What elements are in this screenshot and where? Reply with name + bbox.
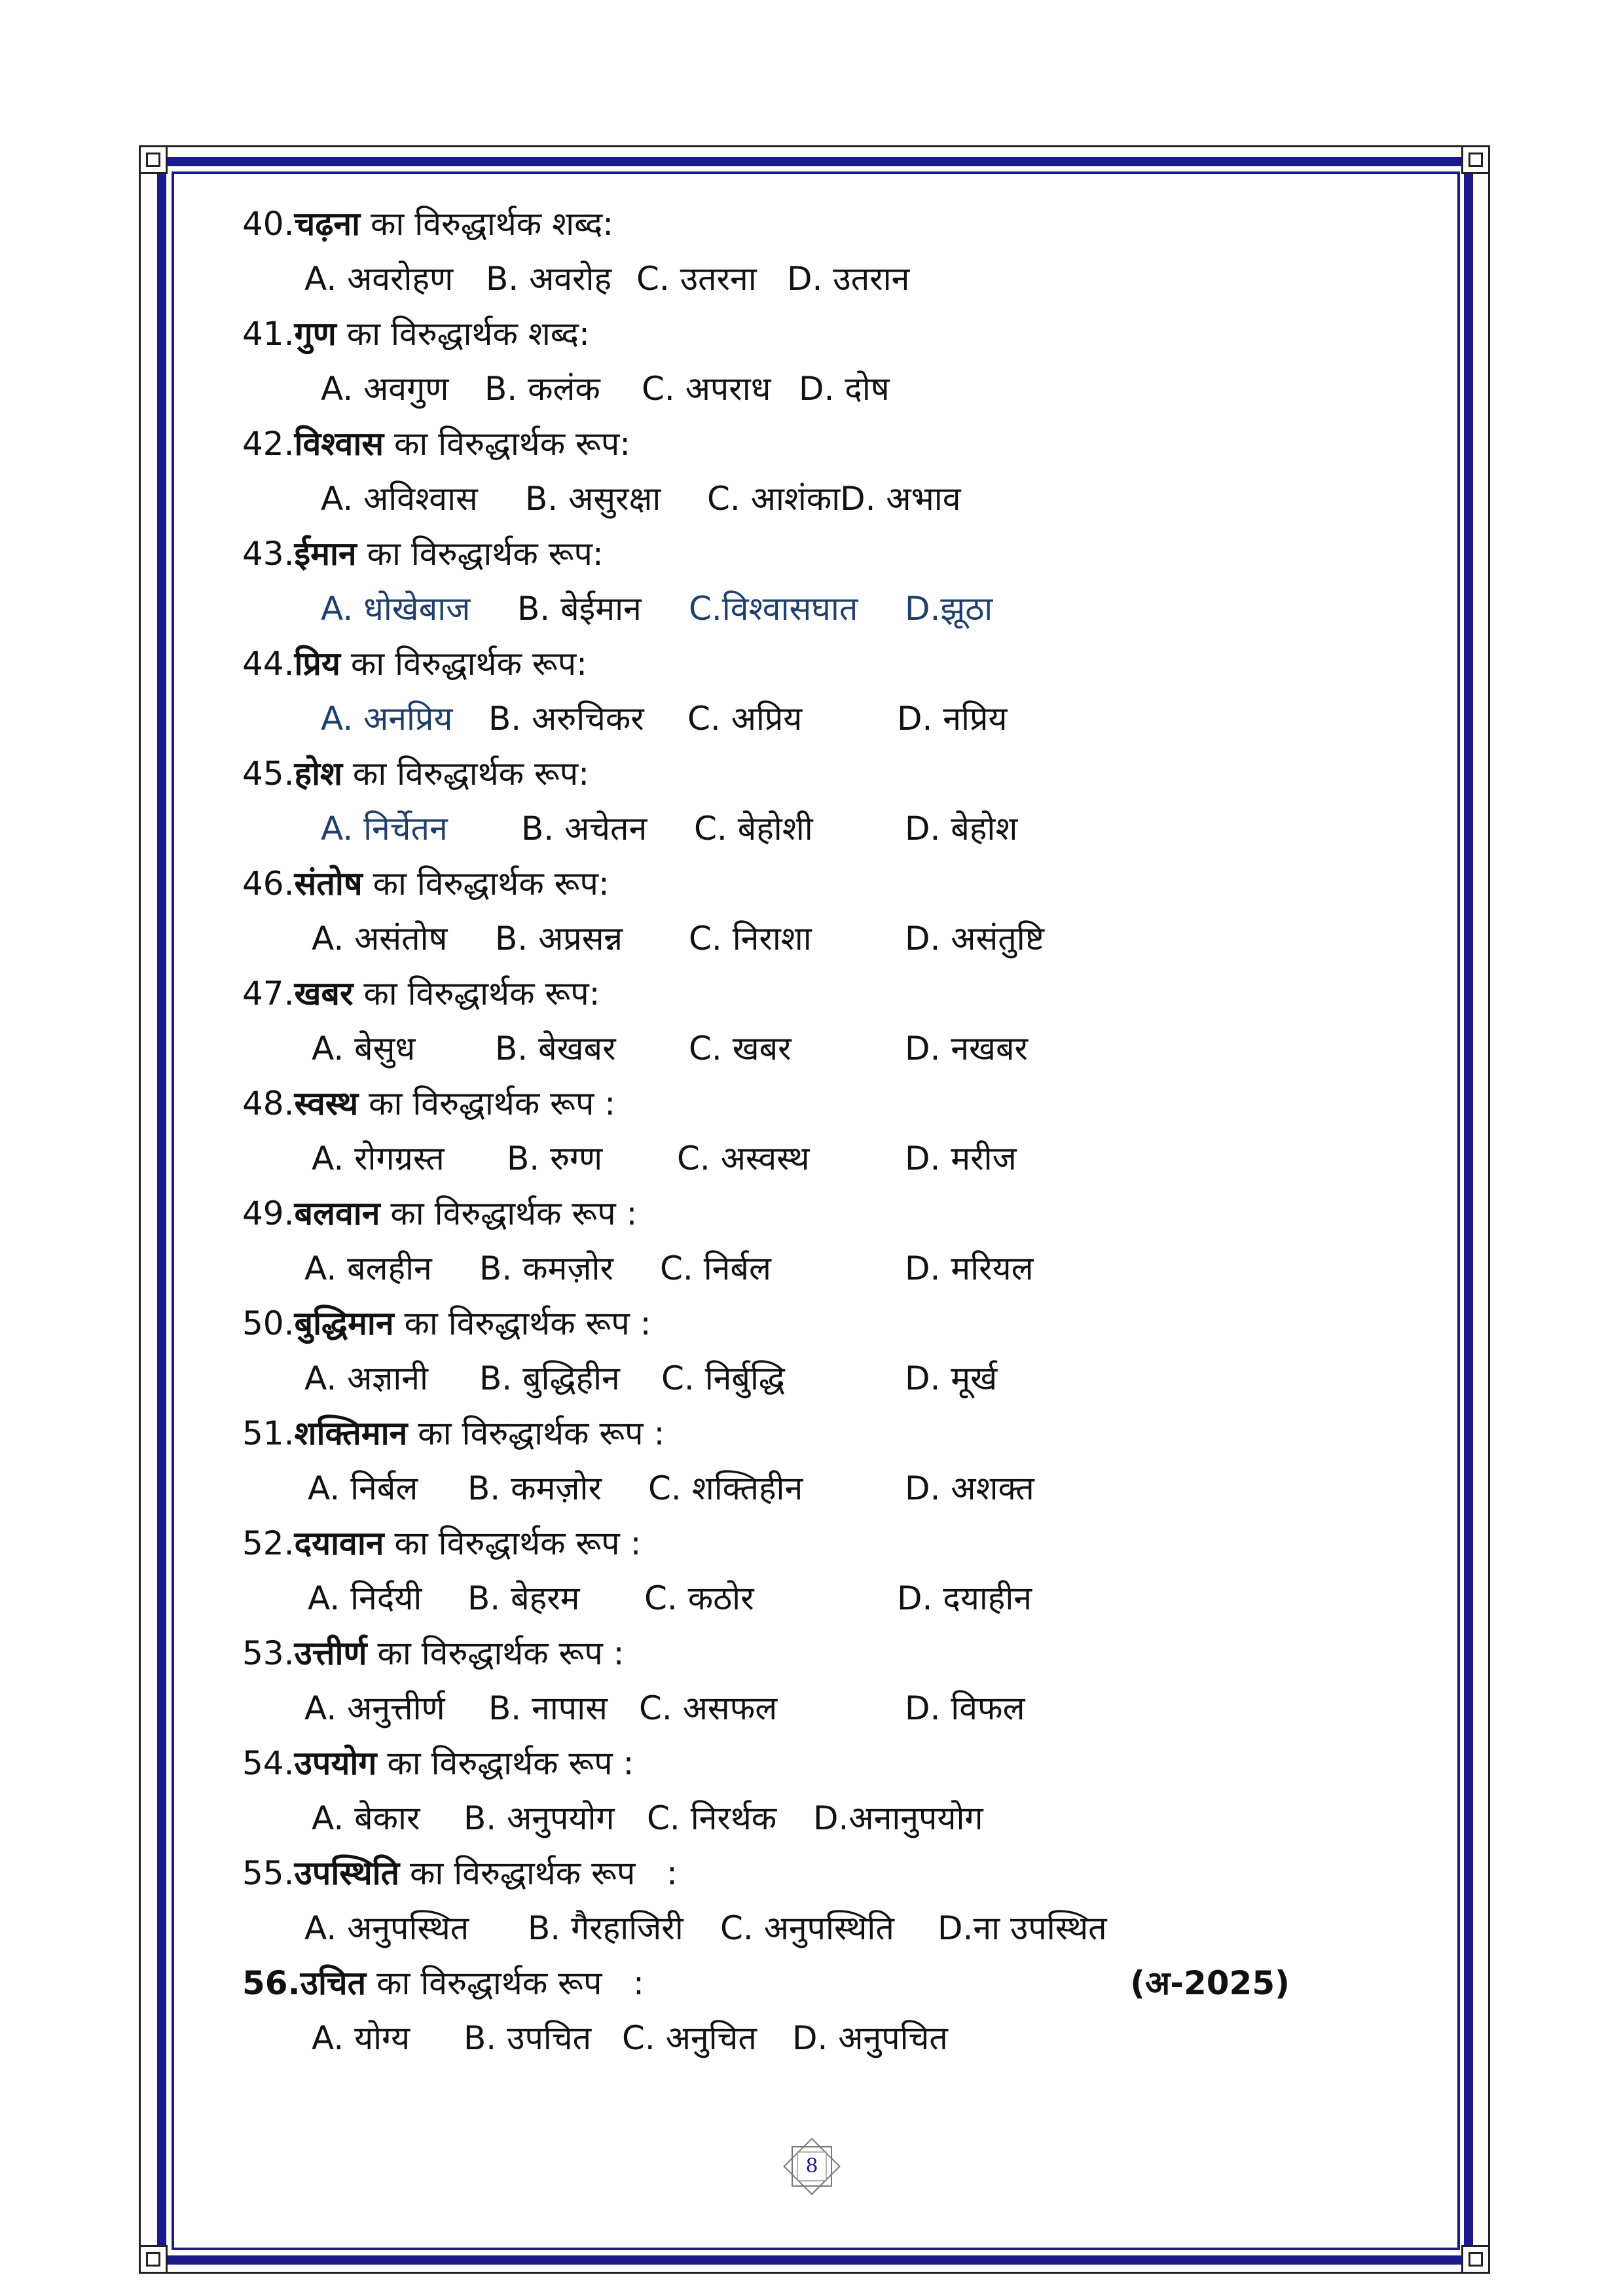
option-c: C. निराशा <box>689 920 812 958</box>
options-line <box>242 801 1309 856</box>
option-a: A. रोगग्रस्त <box>312 1139 445 1177</box>
question-number: 55. <box>242 1854 295 1892</box>
question-number: 52. <box>242 1524 295 1562</box>
options-line <box>242 581 1309 636</box>
option-d: D. नप्रिय <box>897 700 1008 738</box>
question-line <box>242 196 1309 251</box>
question-number: 40. <box>242 205 295 243</box>
question-text: का विरुद्धार्थक रूप: <box>362 865 610 903</box>
question-line <box>242 306 1309 361</box>
question-text: का विरुद्धार्थक रूप : <box>358 1085 616 1122</box>
option-a: A. अवगुण <box>321 370 449 408</box>
option-b: B. बेईमान <box>517 590 642 628</box>
border-corner-bottom-left <box>139 2245 168 2274</box>
option-c: C. अनुचित <box>622 2019 757 2057</box>
option-a: A. निर्दयी <box>308 1579 422 1617</box>
question-keyword: विश्वास <box>294 425 384 463</box>
option-a: A. बेकार <box>312 1799 420 1837</box>
option-c: C. अनुपस्थिति <box>720 1909 894 1947</box>
option-b: B. अप्रसन्न <box>495 920 623 958</box>
option-a: A. बलहीन <box>304 1249 432 1287</box>
question-keyword: उपयोग <box>294 1744 377 1782</box>
option-b: B. अनुपयोग <box>464 1799 615 1837</box>
question-line <box>242 746 1309 801</box>
options-line <box>242 1241 1309 1296</box>
question-keyword: बुद्धिमान <box>294 1304 394 1342</box>
option-d: D. अशक्त <box>905 1469 1034 1507</box>
question-number: 41. <box>242 315 295 353</box>
question-list <box>242 196 1309 2066</box>
question-number: 51. <box>242 1414 295 1452</box>
option-d: D. नखबर <box>905 1030 1028 1067</box>
option-a: A. अविश्वास <box>321 480 478 518</box>
option-c: C. अस्वस्थ <box>677 1139 810 1177</box>
question-line <box>242 1626 1309 1681</box>
option-d: D. दोष <box>799 370 890 408</box>
question-line <box>242 416 1309 471</box>
question-keyword: दयावान <box>294 1524 384 1562</box>
exam-year-tag: (अ-2025) <box>1130 1964 1290 2002</box>
option-b: B. असुरक्षा <box>525 480 661 518</box>
option-d: D. मूर्ख <box>905 1359 998 1397</box>
option-a: A. अज्ञानी <box>304 1359 429 1397</box>
option-d: D.झूठा <box>905 590 993 628</box>
question-keyword: गुण <box>294 315 337 353</box>
question-text: का विरुद्धार्थक रूप: <box>342 755 590 793</box>
option-d: D. उतरान <box>787 260 910 298</box>
option-a: A. असंतोष <box>312 920 448 958</box>
question-keyword: संतोष <box>294 865 363 903</box>
question-number: 42. <box>242 425 295 463</box>
option-b: B. अचेतन <box>521 810 647 848</box>
question-number: 48. <box>242 1085 295 1122</box>
option-c: C. निर्बुद्धि <box>661 1359 785 1397</box>
question-keyword: स्वस्थ <box>294 1085 359 1122</box>
options-line <box>242 1901 1309 1956</box>
option-a: A. निर्चेतन <box>321 810 448 848</box>
question-number: 43. <box>242 535 295 573</box>
options-line <box>242 1681 1309 1736</box>
option-d: D. मरीज <box>905 1139 1017 1177</box>
question-keyword: उत्तीर्ण <box>294 1634 367 1672</box>
question-keyword: खबर <box>294 975 354 1013</box>
question-text: का विरुद्धार्थक शब्द: <box>360 205 614 243</box>
option-d: D. मरियल <box>905 1249 1034 1287</box>
option-d: D.अनानुपयोग <box>813 1799 983 1837</box>
question-keyword: उचित <box>300 1964 367 2002</box>
options-line <box>242 1791 1309 1846</box>
option-c: C. शक्तिहीन <box>648 1469 803 1507</box>
question-text: का विरुद्धार्थक शब्द: <box>336 315 590 353</box>
question-number: 46. <box>242 865 295 903</box>
option-b: B. बेखबर <box>495 1030 616 1067</box>
question-line <box>242 856 1309 911</box>
question-text: का विरुद्धार्थक रूप : <box>376 1744 634 1782</box>
option-a: A. अनुत्तीर्ण <box>304 1689 445 1727</box>
options-line <box>242 1131 1309 1186</box>
option-c: C. आशंकाD. अभाव <box>707 480 961 518</box>
option-d: D. दयाहीन <box>897 1579 1032 1617</box>
question-line <box>242 636 1309 691</box>
option-b: B. बेहरम <box>467 1579 580 1617</box>
options-line <box>242 471 1309 526</box>
question-line <box>242 1296 1309 1351</box>
question-line <box>242 966 1309 1021</box>
page-number: 8 <box>805 2155 818 2178</box>
options-line <box>242 1021 1309 1076</box>
question-text: का विरुद्धार्थक रूप: <box>384 425 631 463</box>
option-c: C. उतरना <box>636 260 757 298</box>
question-text: का विरुद्धार्थक रूप : <box>366 1964 644 2002</box>
option-b: B. गैरहाजिरी <box>528 1909 684 1947</box>
option-d: D. असंतुष्टि <box>905 920 1044 958</box>
question-line <box>242 1406 1309 1461</box>
option-b: B. अवरोह <box>486 260 612 298</box>
border-corner-top-right <box>1461 145 1490 174</box>
option-a: A. बेसुध <box>312 1030 416 1067</box>
option-a: A. निर्बल <box>308 1469 418 1507</box>
options-line <box>242 1461 1309 1516</box>
option-b: B. अरुचिकर <box>488 700 644 738</box>
option-c: C. बेहोशी <box>694 810 813 848</box>
option-b: B. रुग्ण <box>507 1139 603 1177</box>
option-d: D. विफल <box>905 1689 1025 1727</box>
option-b: B. बुद्धिहीन <box>479 1359 620 1397</box>
question-text: का विरुद्धार्थक रूप: <box>340 645 587 683</box>
option-d: D. बेहोश <box>905 810 1018 848</box>
question-text: का विरुद्धार्थक रूप : <box>407 1414 665 1452</box>
question-number: 50. <box>242 1304 295 1342</box>
option-b: B. नापास <box>488 1689 608 1727</box>
option-b: B. कमज़ोर <box>467 1469 602 1507</box>
options-line <box>242 1571 1309 1626</box>
question-text: का विरुद्धार्थक रूप: <box>356 535 604 573</box>
question-line <box>242 1186 1309 1241</box>
option-c: C. अप्रिय <box>687 700 803 738</box>
question-text: का विरुद्धार्थक रूप : <box>380 1194 638 1232</box>
question-number: 56. <box>242 1964 301 2002</box>
option-b: B. उपचित <box>464 2019 592 2057</box>
question-keyword: उपस्थिति <box>294 1854 400 1892</box>
question-keyword: होश <box>294 755 343 793</box>
options-line <box>242 361 1309 416</box>
options-line <box>242 2011 1309 2066</box>
option-c: C. अपराध <box>642 370 771 408</box>
border-corner-top-left <box>139 145 168 174</box>
border-corner-bottom-right <box>1461 2245 1490 2274</box>
question-number: 45. <box>242 755 295 793</box>
option-d: D.ना उपस्थित <box>938 1909 1107 1947</box>
option-c: C.विश्वासघात <box>689 590 858 628</box>
question-number: 53. <box>242 1634 295 1672</box>
question-text: का विरुद्धार्थक रूप : <box>393 1304 651 1342</box>
question-line <box>242 1076 1309 1131</box>
option-d: D. अनुपचित <box>792 2019 948 2057</box>
option-c: C. कठोर <box>644 1579 754 1617</box>
question-line <box>242 1736 1309 1791</box>
option-a: A. अवरोहण <box>304 260 454 298</box>
question-line <box>242 1516 1309 1571</box>
option-a: A. अनप्रिय <box>321 700 453 738</box>
question-text: का विरुद्धार्थक रूप : <box>367 1634 625 1672</box>
question-keyword: प्रिय <box>294 645 340 683</box>
question-keyword: ईमान <box>294 535 357 573</box>
option-c: C. खबर <box>689 1030 792 1067</box>
options-line <box>242 691 1309 746</box>
option-c: C. निरर्थक <box>647 1799 777 1837</box>
question-keyword: बलवान <box>294 1194 380 1232</box>
question-number: 44. <box>242 645 295 683</box>
option-a: A. धोखेबाज <box>321 590 471 628</box>
question-text: का विरुद्धार्थक रूप: <box>353 975 600 1013</box>
question-line <box>242 526 1309 581</box>
question-number: 54. <box>242 1744 295 1782</box>
option-c: C. असफल <box>639 1689 778 1727</box>
question-text: का विरुद्धार्थक रूप : <box>384 1524 642 1562</box>
option-c: C. निर्बल <box>660 1249 771 1287</box>
options-line <box>242 1351 1309 1406</box>
option-a: A. योग्य <box>312 2019 410 2057</box>
question-number: 47. <box>242 975 295 1013</box>
question-keyword: शक्तिमान <box>294 1414 408 1452</box>
options-line <box>242 251 1309 306</box>
question-number: 49. <box>242 1194 295 1232</box>
question-line <box>242 1956 1309 2011</box>
options-line <box>242 911 1309 966</box>
option-b: B. कलंक <box>484 370 600 408</box>
option-a: A. अनुपस्थित <box>304 1909 469 1947</box>
question-line <box>242 1846 1309 1901</box>
question-text: का विरुद्धार्थक रूप : <box>399 1854 678 1892</box>
option-b: B. कमज़ोर <box>479 1249 613 1287</box>
question-keyword: चढ़ना <box>294 205 361 243</box>
